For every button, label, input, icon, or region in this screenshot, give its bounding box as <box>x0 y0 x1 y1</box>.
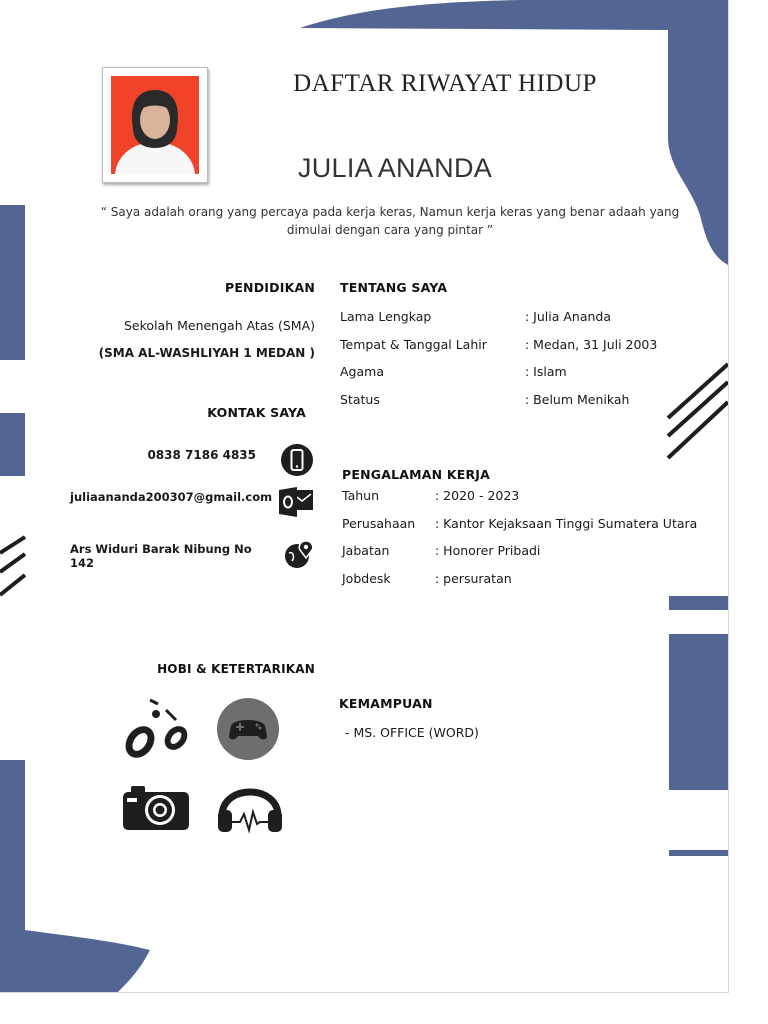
experience-row <box>342 488 712 516</box>
about-label: Lama Lengkap <box>340 309 432 324</box>
experience-value: : 2020 - 2023 <box>435 488 520 503</box>
experience-row <box>342 543 712 571</box>
education-line-1: Sekolah Menengah Atas (SMA) <box>124 318 315 333</box>
skills-heading: KEMAMPUAN <box>339 696 433 711</box>
contact-address: Ars Widuri Barak Nibung No 142 <box>70 542 252 570</box>
about-heading: TENTANG SAYA <box>340 280 448 295</box>
about-table <box>340 309 670 419</box>
about-value: : Julia Ananda <box>525 309 612 324</box>
right-stripes <box>668 364 728 458</box>
about-row <box>340 392 670 420</box>
education-heading: PENDIDIKAN <box>224 280 315 295</box>
hobby-heading: HOBI & KETERTARIKAN <box>157 662 315 676</box>
about-row <box>340 337 670 365</box>
profile-photo <box>102 67 208 183</box>
camera-icon <box>123 784 189 834</box>
about-value: : Medan, 31 Juli 2003 <box>525 336 658 352</box>
outlook-mail-icon <box>279 486 315 522</box>
experience-value: : persuratan <box>435 570 512 586</box>
experience-label: Tahun <box>342 488 379 503</box>
person-name: JULIA ANANDA <box>297 153 493 183</box>
personal-quote: “ Saya adalah orang yang percaya pada kerja keras, Namun kerja keras yang benar adaah yang dimulai dengan cara yang pintar ” <box>100 205 680 237</box>
education-line-2: (SMA AL-WASHLIYAH 1 MEDAN ) <box>98 346 315 360</box>
page-title: DAFTAR RIWAYAT HIDUP <box>293 70 597 97</box>
experience-table <box>342 488 712 598</box>
gamepad-icon <box>215 698 281 764</box>
contact-heading: KONTAK SAYA <box>207 405 306 420</box>
skills-item: - MS. OFFICE (WORD) <box>345 725 479 740</box>
about-label: Tempat & Tanggal Lahir <box>340 336 487 352</box>
skating-icon <box>120 696 192 766</box>
experience-value: : Kantor Kejaksaan Tinggi Sumatera Utara <box>435 515 698 531</box>
person-silhouette <box>111 76 199 174</box>
right-bar-1 <box>669 596 728 610</box>
left-bar-2 <box>0 413 25 476</box>
experience-heading: PENGALAMAN KERJA <box>342 467 491 482</box>
experience-label: Jabatan <box>342 543 390 558</box>
contact-phone[interactable]: 0838 7186 4835 <box>147 448 256 462</box>
experience-label: Jobdesk <box>342 570 391 586</box>
headphones-icon <box>216 776 284 838</box>
about-row <box>340 309 670 337</box>
left-stripes <box>0 537 25 595</box>
about-label: Status <box>340 391 380 407</box>
contact-email[interactable]: juliaananda200307@gmail.com <box>70 490 273 504</box>
about-value: : Belum Menikah <box>525 391 630 407</box>
about-value: : Islam <box>525 364 567 379</box>
experience-label: Perusahaan <box>342 515 416 531</box>
experience-row <box>342 516 712 544</box>
experience-row <box>342 571 712 599</box>
phone-icon <box>280 443 314 481</box>
right-bar-3 <box>669 850 728 856</box>
right-bar-2 <box>669 634 728 790</box>
about-label: Agama <box>340 364 384 379</box>
photo-background <box>111 76 199 174</box>
experience-value: : Honorer Pribadi <box>435 543 541 558</box>
about-row <box>340 364 670 392</box>
globe-location-icon <box>283 539 317 575</box>
left-bar-1 <box>0 205 25 360</box>
